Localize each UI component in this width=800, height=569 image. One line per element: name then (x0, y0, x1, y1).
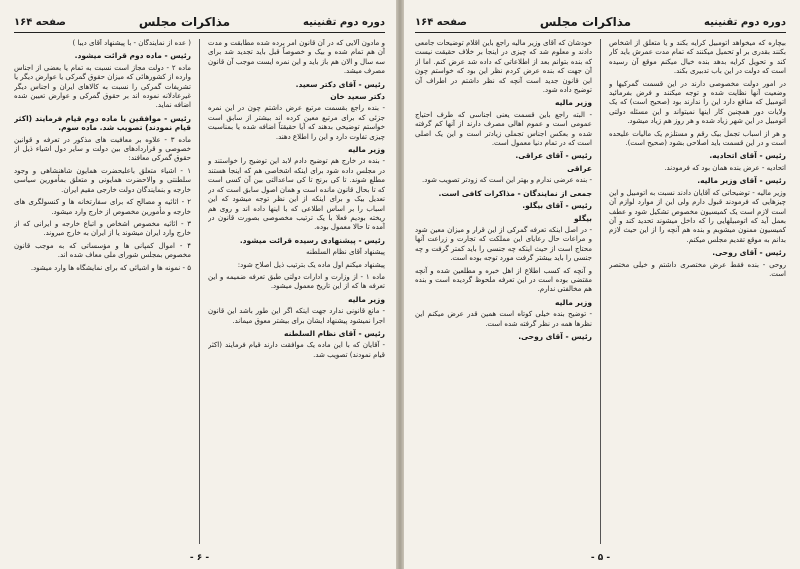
speaker-line: رئیس - موافقین با ماده دوم قیام فرمایند (اکثر قیام نمودند) تصویب شد. ماده سوم. (14, 113, 191, 133)
paragraph: پیشنهاد آقای نظام السلطنه (306, 248, 385, 257)
paragraph: ۵ - نمونه ها و اشیائی که برای نمایشگاه ها وارد میشود. (30, 263, 191, 272)
speaker-line: رئیس - آقای روحی. (518, 331, 592, 341)
speaker-line: رئیس - آقای روحی. (712, 248, 786, 258)
paragraph: در امور دولت مخصوصی دارند در این قسمت گمرکیها و وضعیت آنها نظایت شده و توجه میکنند و فرض بفرمائید اتومبیل که منافع دارد این را ندارند بود (صحیح است) که یک ولایات دور همچنین کار اینها نمیتواند و این مسئله دولتی اتومبیل در این شهر زیاد شده و هر روز هم زیاد میشود. (609, 79, 786, 126)
paragraph: - آقایان که با این ماده یک موافقت دارند قیام فرمایند (اکثر قیام نمودند) تصویب شد. (208, 341, 385, 359)
left-session-label: دوره دوم تقنینیه (303, 16, 385, 28)
paragraph: بیچاره که میخواهد اتومبیل کرایه بکند و یا متعلق از اشخاص بکنند بقدری بر او تحمیل میکنند که تمام مدت عمرش باید کار کند و تحویل کرایه بدهد بنده خیال میکنم موقع آن رسیده است که دولت در این باب تدبیری بکند. (609, 39, 786, 76)
speaker-line: رئیس - آقای اتحادیه. (709, 151, 786, 161)
left-page-header (14, 14, 385, 33)
column-divider (600, 39, 601, 544)
right-page-label: صفحه ۱۶۴ (415, 16, 467, 28)
speaker-line: وزیر مالیه (348, 294, 385, 304)
speaker-line: رئیس - پیشنهادی رسیده قرائت میشود. (239, 235, 385, 245)
left-page-title: مذاکرات مجلس (138, 15, 231, 29)
speaker-line: رئیس - ماده دوم قرائت میشود. (74, 51, 191, 61)
paragraph: - توضیح بنده خیلی کوتاه است همین قدر عرض میکنم این نظرها همه در نظر گرفته شده است. (415, 310, 592, 328)
paragraph: - بنده در خارج هم توضیح دادم لابد این توضیح را خواستند و در مجلس داده شود برای اینکه اشخاصی هم که اینجا هستند مطلع شوند. تا کی برنج تا کی ساعدالتی بین آن کسی است که تا بحال قانون مانده است و همان اصول سابق است که در تعدیل بیک و برای اینکه از این نظر توجه میشود که این اسباب را بر اساس اطلاعی که با اینها داده اند و روی هم ریخته بودیم فعلا با یک ترتیب مخصوصی بصورت قانون در آمده تا حالا معمول بوده. (208, 157, 385, 232)
column-divider (199, 39, 200, 544)
paragraph: ( عده از نمایندگان - با پیشنهاد آقای دیبا ) (72, 39, 191, 47)
left-page-label: صفحه ۱۶۴ (14, 16, 66, 28)
speaker-line: رئیس - آقای نظام السلطنه (284, 328, 385, 338)
right-page-header (415, 14, 786, 33)
speaker-line: بیگلو (573, 213, 592, 223)
paragraph: ۲ - اثاثیه و مصالح که برای سفارتخانه ها و کنسولگری های خارجه و مأمورین مخصوص از خارج وارد میشود. (14, 198, 191, 216)
paragraph: خودشان که آقای وزیر مالیه راجع باین اقلام توضیحات جامعی دادند و معلوم شد که چیزی در اینجا بر خلاف حقیقت نیست که بنده بتوانم بعد از اطلاعاتی که داده شد عرض کنم. اما از آن جهت که بنده عرض کردم نظر این بود که خواستم چون این قانون جدید است آنچه که نظر داشتم در اطراف آن توضیح داده شود. (415, 39, 592, 95)
paragraph: و آنچه که کسب اطلاع از اهل خبره و مطلعین شده و آنچه مقتضی بوده است در این تعرفه ملحوظ گردیده است و بنده هم مخالفتی ندارم. (415, 266, 592, 294)
book-gutter (396, 0, 404, 569)
speaker-line: رئیس - آقای بیگلو. (522, 201, 592, 211)
left-page-column-left (14, 39, 191, 544)
paragraph: - بنده عرضی ندارم و بهتر این است که زودتر تصویب شود. (422, 176, 592, 185)
right-session-label: دوره دوم تقنینیه (704, 16, 786, 28)
speaker-line: وزیر مالیه (555, 98, 592, 108)
paragraph: - در اصل اینکه تعرفه گمرکی از این قرار و میزان معین شود و مراعات حال رعایای این مملکت که تجارت و زراعت آنها محتاج است از حیث اینکه چه جنسی را باید کمتر گرفت و چه جنسی را باید بیشتر گرفت مورد توجه بوده است. (415, 225, 592, 263)
speaker-line: رئیس - آقای عراقی. (515, 151, 592, 161)
paragraph: روحی - بنده فقط عرض مختصری داشتم و خیلی مختصر است. (609, 260, 786, 278)
paragraph: وزیر مالیه - توضیحاتی که آقایان دادند نسبت به اتومبیل و این چیزهایی که فرمودند قبول دارم ولی این از موارد لوازم آن است لازم است یک کمیسیون مخصوص تشکیل شود و عطف بعمل آید که اتومبیلهایی را که داخل میشوند تحدید کند و آن کمیسیون ممنون میشویم و بنده هم آنچه را از این حیث لازم بدانم به موقع تقدیم مجلس میکنم. (609, 188, 786, 244)
paragraph: - مانع قانونی ندارد جهت اینکه اگر این طور باشد این قانون اجرا نمیشود پیشنهاد ایشان برای بیشتر معوق میماند. (208, 307, 385, 325)
paragraph: - بنده راجع بقسمت مرتبع عرض داشتم چون در این نمره جزئی که برای مرتبع معین کرده اند بیشتر از سابق است خواستم توضیحی بدهند که آیا حقیقتاً اضافه شده یا بمناسبت چیزی تفاوت دارد و این را اطلاع دهند. (208, 104, 385, 141)
paragraph: و مادون آلایی که در آن قانون امر برده شده مطابقت و مدت آن هم تمام شده و بیک و خصوصاً قبل باید تجدید شد برای سه سال و الان هم باز باید و این نمره ایست موجب آن قانون مصرف میشد. (208, 39, 385, 76)
left-page-footer: - ۶ - (189, 553, 210, 563)
speaker-line: رئیس - آقای دکتر سعید. (295, 79, 385, 89)
paragraph: ماده ۱ - از وزارت و ادارات دولتی طبق تعرفه ضمیمه و این تعرفه ها که از این تاریخ معمول میشود. (208, 272, 385, 291)
right-page (400, 0, 800, 569)
right-page-column-right (609, 39, 786, 544)
left-page-column-right (208, 39, 385, 544)
speaker-line: رئیس - آقای وزیر مالیه. (697, 176, 786, 186)
speaker-line: دکتر سعید خان (330, 92, 385, 102)
paragraph: ۴ - اموال کمپانی ها و مؤسساتی که به موجب قانون مخصوص بمجلس شورای ملی معاف شده اند. (14, 241, 191, 260)
paragraph: ماده ۳ - علاوه بر معافیت های مذکور در تعرفه و قوانین خصوصی و قراردادهای بین دولت و سایر دول اشیاء ذیل از حقوق گمرکی معافند: (14, 135, 191, 163)
right-page-title: مذاکرات مجلس (539, 15, 632, 29)
paragraph: ماده ۲ - دولت مجاز است نسبت به تمام یا بعضی از اجناس وارده از کشورهائی که میزان حقوق گمرکی یا عوارض دیگر یا تشریفات گمرکی را نسبت به کالاهای ایران و اجناس دیگر غیرعادلانه نموده اند بر حقوق گمرکی و عوارض تعیین شده اضافه نماید. (14, 63, 191, 110)
paragraph: پیشنهاد میکنم اول ماده یک بترتیب ذیل اصلاح شود: (237, 260, 385, 269)
right-page-footer: - ۵ - (590, 553, 611, 563)
paragraph: ۳ - اثاثیه مخصوص اشخاص و اتباع خارجه و ایرانی که از خارج وارد ایران میشوند یا از ایران به خارج میروند. (14, 219, 191, 238)
right-page-column-left (415, 39, 592, 544)
paragraph: اتحادیه - عرض بنده همان بود که فرمودند. (664, 163, 786, 172)
paragraph: - البته راجع باین قسمت یعنی اجناسی که طرف احتیاج عمومی است و عموم اهالی مصرف دارند از آنها کم گرفته شده و بعکس اجناس تجملی زیادتر است و این یک اصلی است که در تمام دنیا معمول است. (415, 110, 592, 148)
paragraph: و هر از اسباب تجمل بیک رقم و مستلزم یک مالیات علیحده است و در این قسمت باید اصلاحی بشود (صحیح است). (609, 129, 786, 148)
speaker-line: وزیر مالیه (555, 297, 592, 307)
speaker-line: جمعی از نمایندگان - مذاکرات کافی است. (438, 188, 592, 198)
speaker-line: عراقی (567, 163, 592, 173)
speaker-line: وزیر مالیه (348, 145, 385, 155)
paragraph: ۱ - اشیاء متعلق باعلیحضرت همایون شاهنشاهی و وجود سلطنتی و والاحضرت همایونی و متعلق بمأمورین سیاسی خارجه و بنمایندگان دولت خارجی مقیم ایران. (14, 166, 191, 194)
